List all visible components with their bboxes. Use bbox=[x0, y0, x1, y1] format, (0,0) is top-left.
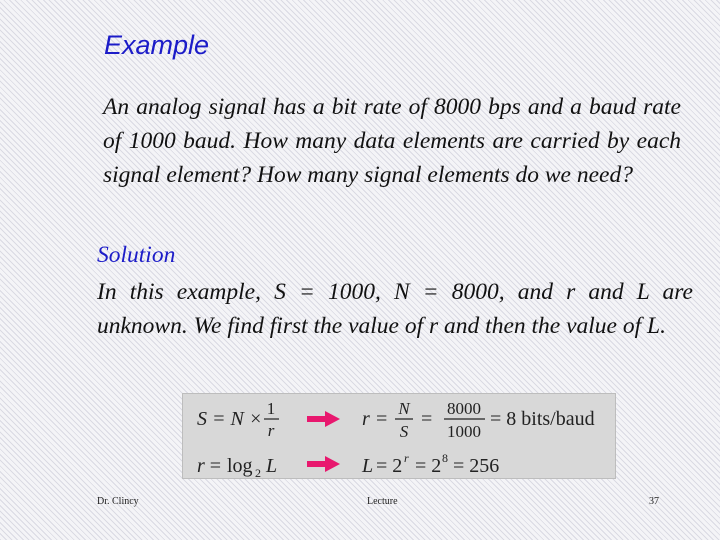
formula-1-rhs-lead: r = bbox=[362, 408, 389, 430]
formula-1-frac-den: r bbox=[267, 421, 275, 440]
formula-box bbox=[182, 393, 616, 479]
formula-2-sub: 2 bbox=[255, 466, 261, 480]
footer-author: Dr. Clincy bbox=[97, 496, 139, 507]
formula-graphic bbox=[183, 394, 617, 480]
right-arrow-icon bbox=[307, 411, 340, 427]
formula-2-rhs: L bbox=[362, 455, 374, 477]
formula-1-val-den: 1000 bbox=[447, 422, 481, 441]
formula-2-exp-8: 8 bbox=[442, 451, 448, 465]
footer-page-number: 37 bbox=[649, 496, 659, 507]
formula-2-var: L bbox=[266, 455, 278, 477]
right-arrow-icon bbox=[307, 456, 340, 472]
formula-2-lhs-group: r = bbox=[197, 455, 222, 477]
question-text: An analog signal has a bit rate of 8000 bps and a baud rate of 1000 baud. How many data elements are carried by each signal element? How many signal elements do we need? bbox=[103, 94, 681, 188]
formula-2-log: log bbox=[227, 455, 253, 477]
solution-heading: Solution bbox=[97, 242, 176, 268]
formula-2-mid: = 2 bbox=[415, 455, 442, 477]
footer-center: Lecture bbox=[367, 496, 398, 507]
formula-1-lhs: S = N × bbox=[197, 408, 263, 430]
solution-text: In this example, S = 1000, N = 8000, and r and L are unknown. We find first the value of r and then the value of L. bbox=[97, 279, 693, 339]
slide-title: Example bbox=[104, 30, 210, 60]
formula-2-result: = 256 bbox=[453, 455, 500, 477]
formula-1-val-num: 8000 bbox=[447, 399, 481, 418]
formula-1-rhs-eq: = bbox=[421, 408, 433, 430]
formula-2-rhs-eq: = 2 bbox=[376, 455, 403, 477]
formula-2-exp-r: r bbox=[404, 451, 409, 465]
formula-1-result: = 8 bits/baud bbox=[490, 408, 595, 430]
formula-1-rhs-den: S bbox=[399, 422, 409, 441]
formula-1-frac-num: 1 bbox=[266, 399, 276, 418]
formula-1-rhs-num: N bbox=[398, 399, 410, 418]
